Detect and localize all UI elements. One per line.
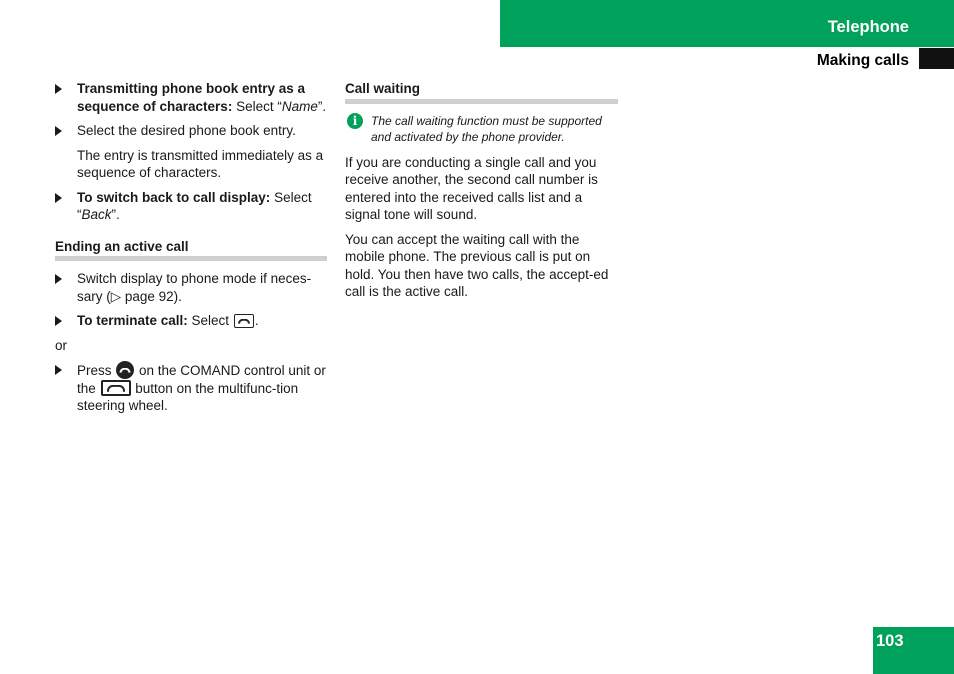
item-text-end: ”. <box>111 207 120 222</box>
left-column <box>55 80 327 422</box>
heading-ending-call: Ending an active call <box>55 238 189 254</box>
steering-wheel-end-call-icon <box>101 380 131 396</box>
info-note <box>345 113 618 145</box>
paragraph-call-waiting-2: You can accept the waiting call with the mobile phone. The previous call is put on hold. You then have two calls, the accept-ed call is the active call. <box>345 231 609 299</box>
subsection-marker <box>919 48 954 69</box>
item-text: Select “ <box>77 189 312 222</box>
bullet-arrow-icon <box>55 126 62 136</box>
list-item-switch-back <box>55 189 327 224</box>
item-text: Press <box>77 363 116 378</box>
item-text-end: ”. <box>317 98 327 114</box>
menu-option-back: Back <box>81 207 112 222</box>
note-text: The call waiting function must be supported and activated by the phone provider. <box>371 113 602 144</box>
item-label: Transmitting phone book entry as a sequence of characters: <box>77 81 306 114</box>
bullet-arrow-icon <box>55 84 62 94</box>
header-bar <box>500 0 954 47</box>
middle-column <box>345 80 618 308</box>
info-icon: i <box>347 113 363 129</box>
bullet-arrow-icon <box>55 274 62 284</box>
item-text: Select “ <box>232 98 282 114</box>
paragraph-transmitted: The entry is transmitted immediately as a sequence of characters. <box>77 147 324 180</box>
list-item-press <box>55 361 327 415</box>
item-text-end: . <box>254 313 259 328</box>
or-text: or <box>55 337 68 353</box>
subsection-title: Making calls <box>816 52 909 69</box>
heading-call-waiting: Call waiting <box>345 81 421 96</box>
heading-rule <box>345 99 618 104</box>
round-end-call-key-icon <box>116 361 134 379</box>
list-item-switch-display <box>55 270 327 305</box>
item-text-end: button on the multifunc-tion steering wheel. <box>77 380 299 413</box>
section-title: Telephone <box>827 18 909 36</box>
bullet-arrow-icon <box>55 365 62 375</box>
heading-rule <box>55 256 327 261</box>
list-item-select-entry <box>55 122 327 140</box>
item-text: Select <box>187 313 233 328</box>
list-item-transmit <box>55 80 327 115</box>
paragraph-call-waiting-1: If you are conducting a single call and you receive another, the second call number is entered into the received calls list and a signal tone will sound. <box>345 154 598 222</box>
item-text: Select the desired phone book entry. <box>77 123 296 138</box>
page-number-tab <box>873 627 954 674</box>
menu-option-name: Name <box>281 98 318 114</box>
item-text: Switch display to phone mode if neces-sary (▷ page 92). <box>77 271 312 304</box>
page-number: 103 <box>876 632 904 650</box>
end-call-key-icon <box>234 314 254 328</box>
item-label: To switch back to call display: <box>77 189 271 205</box>
list-item-terminate <box>55 312 327 330</box>
item-label: To terminate call: <box>77 313 188 328</box>
bullet-arrow-icon <box>55 316 62 326</box>
item-text-middle: on the COMAND control unit or the <box>77 363 326 396</box>
bullet-arrow-icon <box>55 193 62 203</box>
